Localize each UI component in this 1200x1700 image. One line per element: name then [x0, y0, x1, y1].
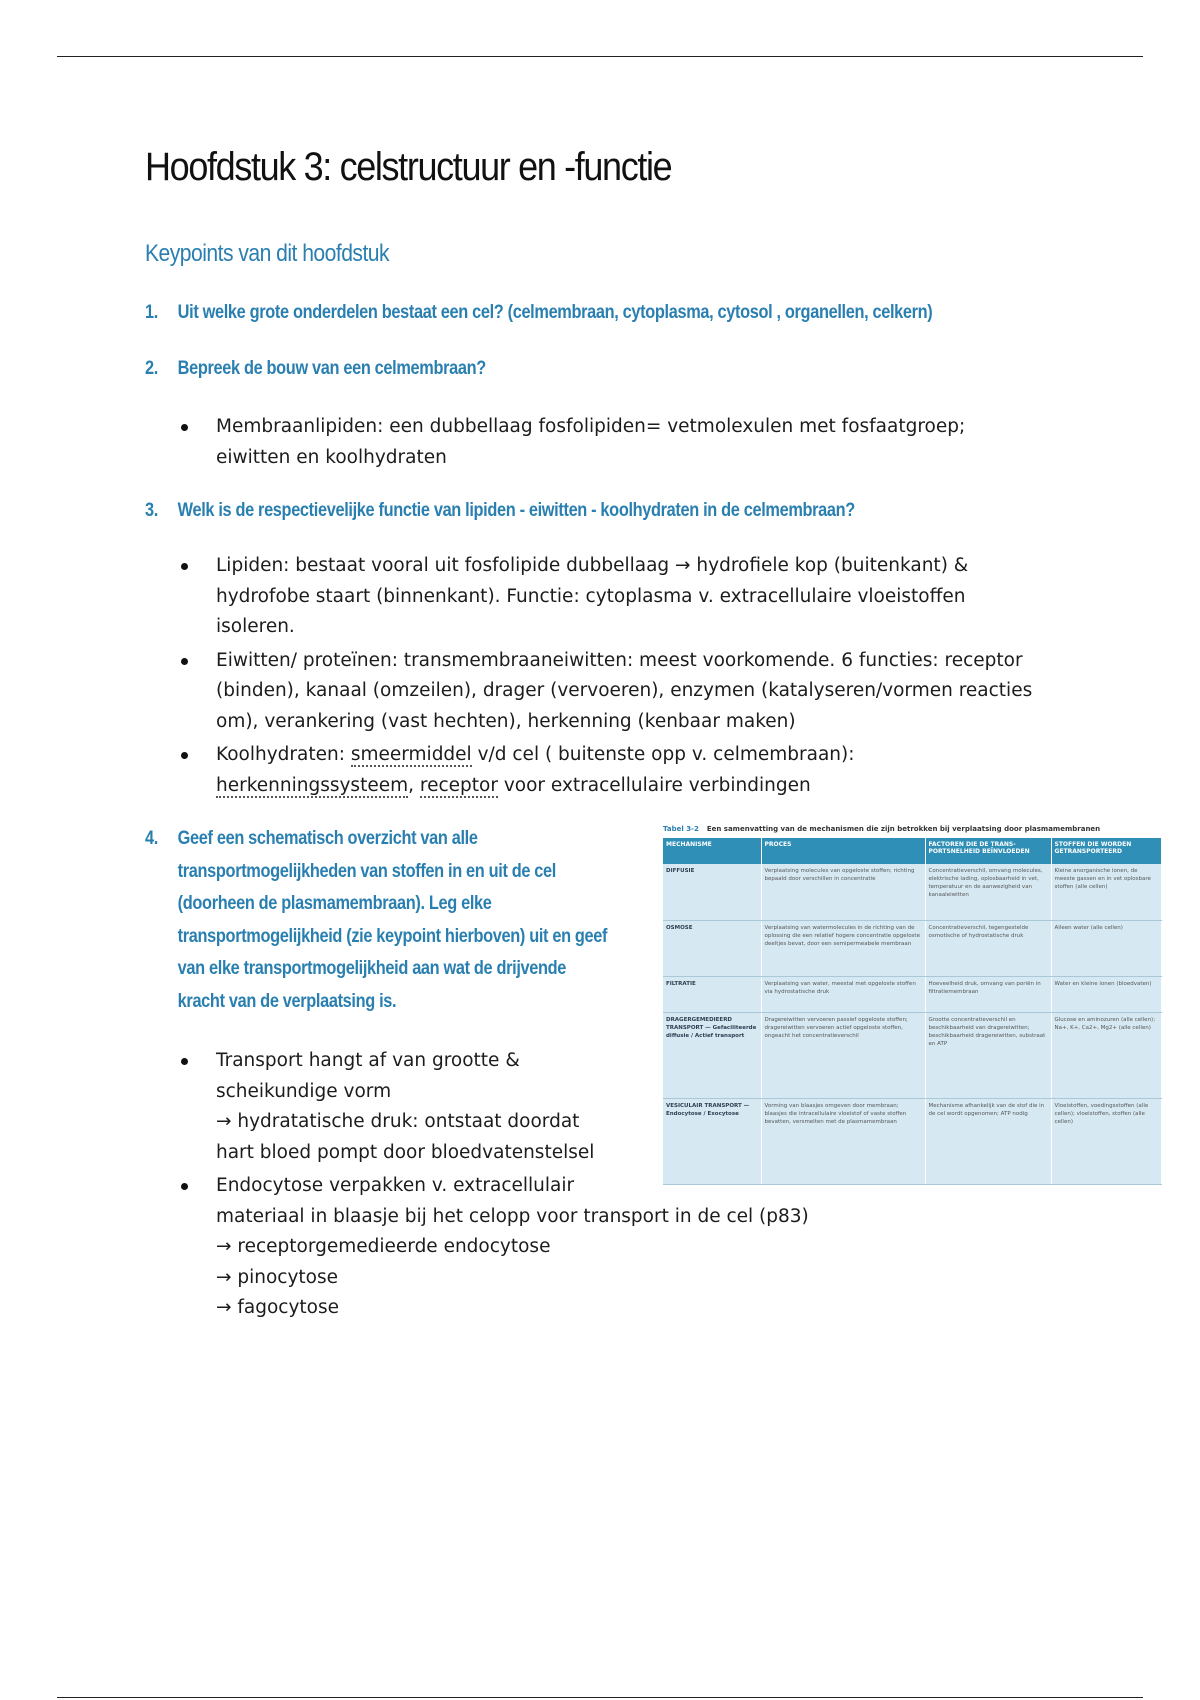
question-text: Welk is de respectievelijke functie van lipiden - eiwitten - koolhydraten in de celmembraan?	[177, 500, 855, 521]
section-heading: Keypoints van dit hoofdstuk	[145, 240, 390, 267]
question-text: (doorheen de plasmamembraan). Leg elke	[177, 893, 492, 914]
spelling-flag: receptor	[419, 774, 498, 796]
table-row	[663, 920, 1161, 976]
text-line: → receptorgemedieerde endocytose	[216, 1236, 551, 1257]
text-line: → fagocytose	[216, 1297, 340, 1318]
table-cell: Verplaatsing van watermolecules in de richting van de oplossing die een relatief hogere concentratie opgeloste deeltjes bevat, door een semipermeabele membraan	[761, 920, 925, 976]
question-text: transportmogelijkheden van stoffen in en uit de cel	[177, 860, 556, 882]
question-1	[145, 302, 932, 324]
table-cell: Kleine anorganische ionen, de meeste gassen en in vet oplosbare stoffen (alle cellen)	[1051, 864, 1161, 920]
header-rule	[57, 56, 1143, 57]
question-text: Bepreek de bouw van een celmembraan?	[177, 358, 486, 379]
table-caption	[663, 825, 1161, 833]
table-header: PROCES	[761, 838, 925, 864]
text-line: scheikundige vorm	[216, 1080, 392, 1102]
question-text: kracht van de verplaatsing is.	[177, 990, 397, 1012]
table-cell: Alleen water (alle cellen)	[1051, 920, 1161, 976]
table-cell: Hoeveelheid druk, omvang van poriën in filtratiemembraan	[925, 976, 1051, 1012]
table-cell: Dragereiwitten vervoeren passief opgeloste stoffen; dragereiwitten vervoeren actief opgeloste stoffen, ongeacht het concentratieverschil	[761, 1012, 925, 1098]
table-cell: FILTRATIE	[663, 976, 761, 1012]
spelling-flag: herkenningssysteem	[216, 774, 409, 796]
text-line: hart bloed pompt door bloedvatenstelsel	[216, 1141, 595, 1163]
question-text: van elke transportmogelijkheid aan wat de drijvende	[177, 958, 567, 979]
table-cell: OSMOSE	[663, 920, 761, 976]
page-title: Hoofdstuk 3: celstructuur en -functie	[145, 145, 672, 189]
list-item	[216, 1171, 916, 1324]
footer-rule	[57, 1697, 1143, 1698]
table-cell: DRAGERGEMEDIEERD TRANSPORT — Gefaciliteerde diffusie / Actief transport	[663, 1012, 761, 1098]
question-number: 4.	[145, 828, 158, 849]
spelling-flag: smeermiddel	[350, 744, 472, 765]
table-cell: Concentratieverschil, tegengestelde osmotische of hydrostatische druk	[925, 920, 1051, 976]
table-label: Tabel 3-2	[663, 825, 699, 833]
table-row	[663, 1012, 1161, 1098]
list-item: Lipiden: bestaat vooral uit fosfolipide dubbellaag → hydrofiele kop (buitenkant) & hydrofobe staart (binnenkant). Functie: cytoplasma v. extracellulaire vloeistoffen isoleren.	[216, 551, 1046, 643]
table-row	[663, 864, 1161, 920]
question-text: Uit welke grote onderdelen bestaat een cel? (celmembraan, cytoplasma, cytosol , organellen, celkern)	[177, 302, 933, 323]
mechanism-table-figure	[663, 825, 1161, 1185]
table-header: STOFFEN DIE WORDEN GETRANSPORTEERD	[1051, 838, 1161, 864]
table-cell: Water en kleine ionen (bloedvaten)	[1051, 976, 1161, 1012]
mechanism-table	[663, 838, 1162, 1185]
text-span: Koolhydraten:	[216, 744, 351, 765]
question-3	[145, 500, 855, 522]
table-header: MECHANISME	[663, 838, 761, 864]
table-cell: DIFFUSIE	[663, 864, 761, 920]
question-text: Geef een schematisch overzicht van alle	[177, 828, 478, 849]
table-cell: VESICULAIR TRANSPORT — Endocytose / Exocytose	[663, 1098, 761, 1184]
table-header-row	[663, 838, 1161, 864]
table-cell: Mechanisme afhankelijk van de stof die in de cel wordt opgenomen; ATP nodig	[925, 1098, 1051, 1184]
text-span: v/d cel ( buitenste opp v. celmembraan):	[471, 744, 855, 765]
table-cell: Vorming van blaasjes omgeven door membraan; blaasjes die intracellulaire vloeistof of vaste stoffen bevatten, versmelten met de plasmamembraan	[761, 1098, 925, 1184]
list-item: Eiwitten/ proteïnen: transmembraaneiwitten: meest voorkomende. 6 functies: receptor (binden), kanaal (omzeilen), drager (vervoeren), enzymen (katalyseren/vormen reacties om), verankering (vast hechten), herkenning (kenbaar maken)	[216, 646, 1046, 738]
table-cell: Verplaatsing molecules van opgeloste stoffen; richting bepaald door verschillen in concentratie	[761, 864, 925, 920]
bullets-q2	[216, 412, 1036, 476]
question-text: transportmogelijkheid (zie keypoint hierboven) uit en geef	[177, 925, 608, 947]
question-number: 3.	[145, 500, 158, 521]
bullets-q3	[216, 551, 1046, 804]
table-cell: Concentratieverschil, omvang molecules, elektrische lading, oplosbaarheid in vet, temperatuur en de aanwezigheid van kanaaleiwitten	[925, 864, 1051, 920]
text-line: → pinocytose	[216, 1266, 339, 1288]
table-row	[663, 976, 1161, 1012]
question-number: 1.	[145, 302, 158, 323]
text-line: Endocytose verpakken v. extracellulair	[216, 1175, 575, 1196]
table-cell: Vloeistoffen, voedingsstoffen (alle cellen); vloeistoffen, stoffen (alle cellen)	[1051, 1098, 1161, 1184]
question-number: 2.	[145, 358, 158, 379]
text-line: materiaal in blaasje bij het celopp voor transport in de cel (p83)	[216, 1205, 809, 1227]
table-cell: Glucose en aminozuren (alle cellen); Na+, K+, Ca2+, Mg2+ (alle cellen)	[1051, 1012, 1161, 1098]
list-item	[216, 740, 1046, 801]
table-cell: Verplaatsing van water, meestal met opgeloste stoffen via hydrostatische druk	[761, 976, 925, 1012]
text-span: voor extracellulaire verbindingen	[497, 774, 811, 796]
question-4	[145, 823, 607, 1018]
text-span: ,	[408, 774, 420, 796]
text-line: Transport hangt af van grootte &	[216, 1050, 520, 1071]
text-line: → hydratatische druk: ontstaat doordat	[216, 1111, 580, 1132]
list-item: Membraanlipiden: een dubbellaag fosfolipiden= vetmolexulen met fosfaatgroep; eiwitten en koolhydraten	[216, 412, 1036, 473]
table-header: FACTOREN DIE DE TRANS-PORTSNELHEID BEÏNVLOEDEN	[925, 838, 1051, 864]
table-cell: Grootte concentratieverschil en beschikbaarheid van dragereiwitten; beschikbaarheid dragereiwitten, substraat en ATP	[925, 1012, 1051, 1098]
question-2	[145, 358, 486, 380]
table-row	[663, 1098, 1161, 1184]
table-caption-text: Een samenvatting van de mechanismen die zijn betrokken bij verplaatsing door plasmamembranen	[706, 825, 1101, 833]
